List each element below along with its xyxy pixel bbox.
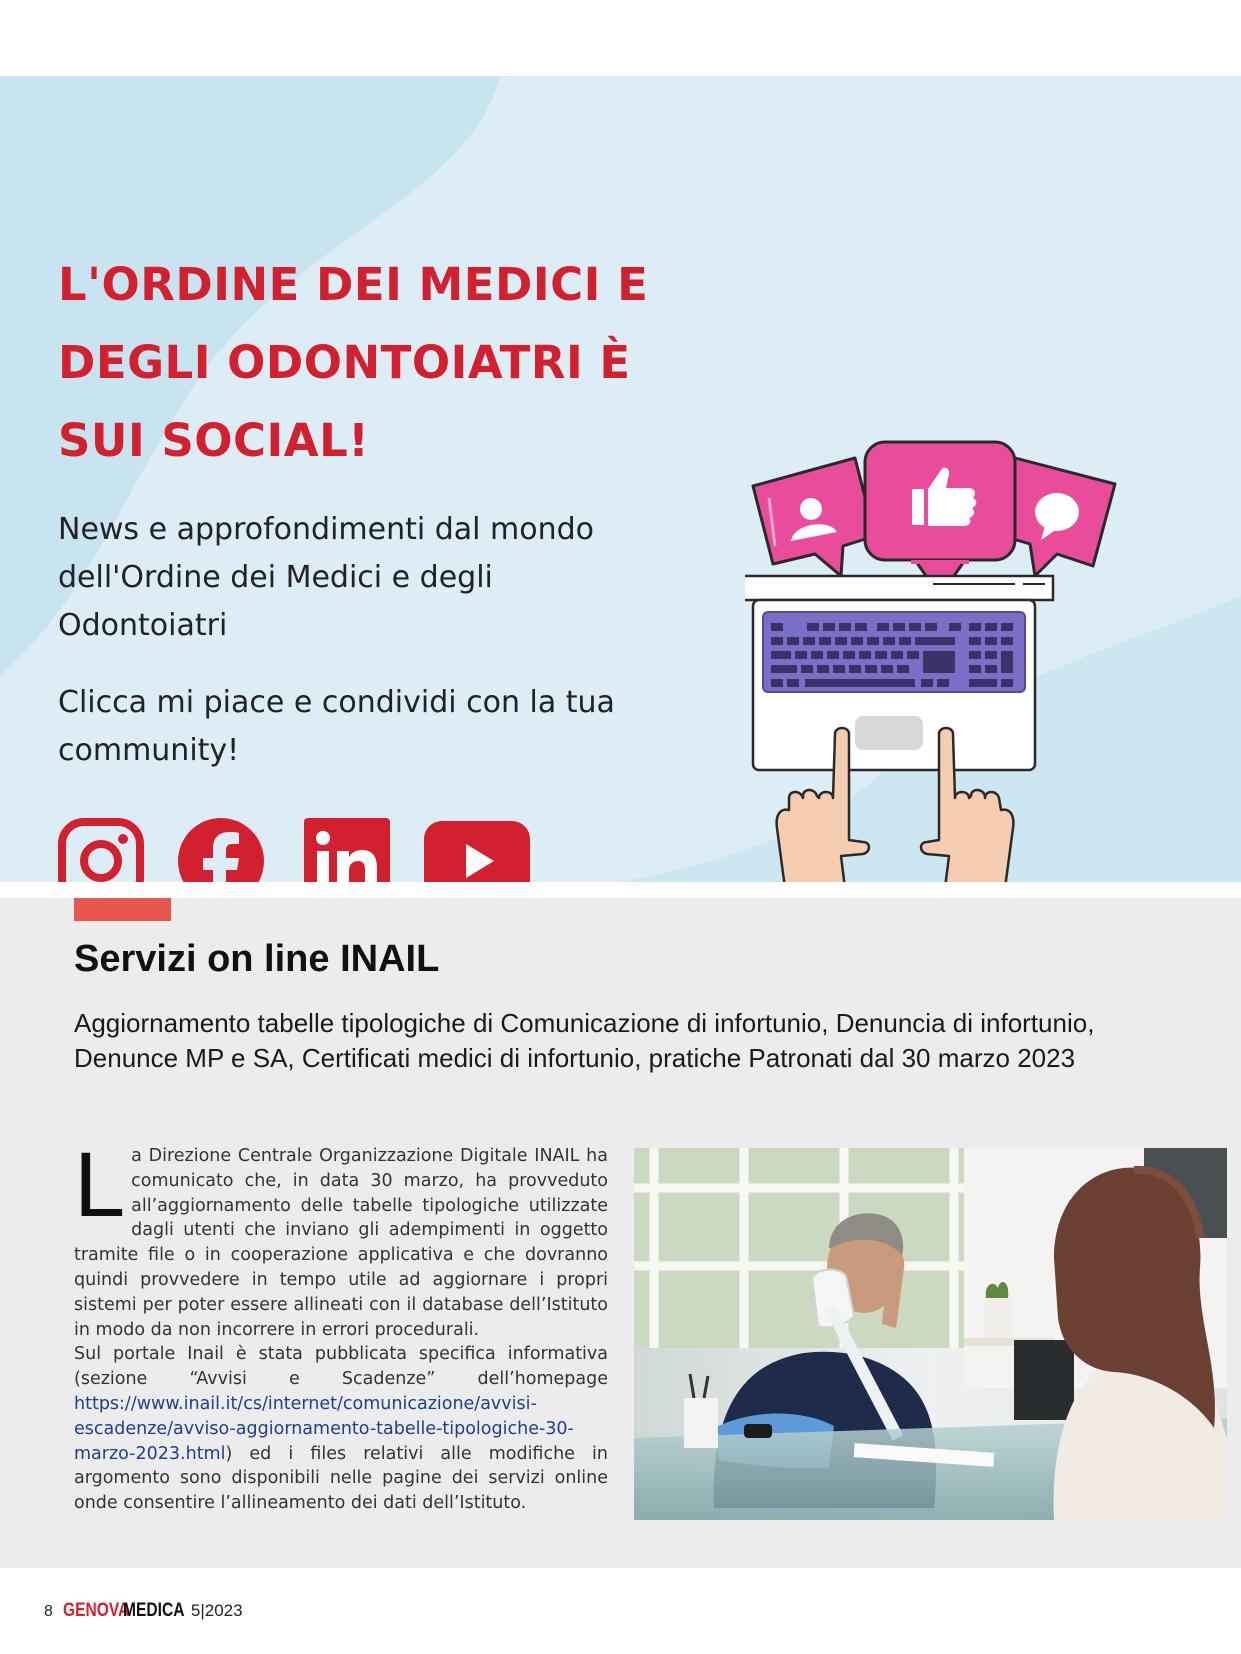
- user-bubble-icon: [753, 458, 875, 576]
- instagram-icon[interactable]: [58, 818, 144, 882]
- drop-cap: L: [74, 1134, 126, 1236]
- page-number: 8: [44, 1603, 53, 1620]
- magazine-name-genova: GENOVA: [62, 1600, 130, 1621]
- article-title: Servizi on line INAIL: [74, 938, 440, 980]
- paragraph-text: Sul portale Inail è stata pubblicata specifica informativa (sezione “Avvisi e Scadenze” dell’homepage: [74, 1344, 608, 1390]
- article-subtitle: Aggiornamento tabelle tipologiche di Comunicazione di infortunio, Denuncia di infortunio, Denunce MP e SA, Certificati medici di infortunio, pratiche Patronati dal 30 marzo 2023: [74, 1008, 1095, 1073]
- article-section: [0, 898, 1241, 1568]
- banner-call-to-action: Clicca mi piace e condividi con la tua community!: [58, 685, 615, 768]
- youtube-icon[interactable]: [424, 818, 530, 882]
- article-body: [74, 1134, 608, 1516]
- magazine-name-medica: MEDICA: [122, 1600, 185, 1621]
- social-banner: [0, 76, 1241, 882]
- article-paragraph: [74, 1342, 608, 1516]
- facebook-icon[interactable]: [178, 818, 264, 882]
- banner-title: L'ORDINE DEI MEDICI E DEGLI ODONTOIATRI È SUI SOCIAL!: [58, 258, 649, 467]
- issue-number: 5|2023: [190, 1601, 243, 1620]
- paragraph-text: a Direzione Centrale Organizzazione Digitale INAIL ha comunicato che, in data 30 marzo, ha provveduto all’aggiornamento delle tabelle tipologiche utilizzate dagli utenti che inviano gli adempimenti in oggetto tramite file o in cooperazione applicativa e che dovranno quindi provvedere in tempo utile ad aggiornare i propri sistemi per poter essere allineati con il database dell’Istituto in modo da non incorrere in errori procedurali.: [74, 1146, 608, 1340]
- like-bubble-icon: [865, 442, 1015, 596]
- laptop-social-illustration: [745, 436, 1135, 882]
- banner-description: News e approfondimenti dal mondo dell'Ordine dei Medici e degli Odontoiatri: [58, 512, 595, 643]
- paragraph-text: ) ed i files relativi alle modifiche in argomento sono disponibili nelle pagine dei servizi online onde consentire l’allineamento dei dati dell’Istituto.: [74, 1443, 608, 1514]
- page-footer: [44, 1600, 243, 1624]
- linkedin-icon[interactable]: [304, 818, 390, 882]
- section-accent-bar: [74, 898, 171, 921]
- inail-notice-link[interactable]: https://www.inail.it/cs/internet/comunicazione/avvisi-escadenze/avviso-aggiornamento-tabelle-tipologiche-30-marzo-2023.html: [74, 1393, 574, 1464]
- article-paragraph: [74, 1134, 608, 1342]
- article-photo: [634, 1148, 1227, 1520]
